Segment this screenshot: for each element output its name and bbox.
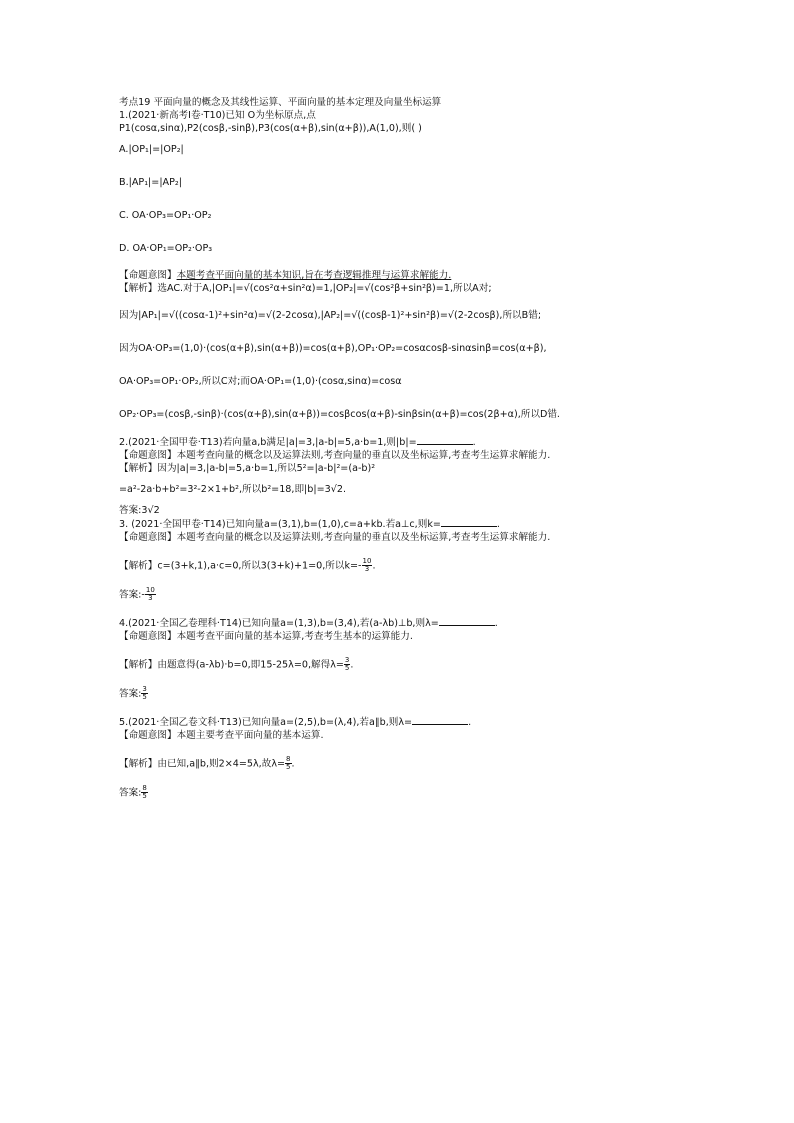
q3-stem-text: 3. (2021·全国甲卷·T14)已知向量a=(3,1),b=(1,0),c=a+kb.若a⊥c,则k= [119,519,441,530]
q2-stem-text: 2.(2021·全国甲卷·T13)若向量a,b满足|a|=3,|a-b|=5,a·b=1,则|b|= [119,437,417,448]
q4-answer [119,686,679,701]
intent-label: 【命题意图】 [119,730,177,741]
q1-analysis-2: 因为|AP₁|=√((cosα-1)²+sin²α)=√(2-2cosα),|AP₂|=√((cosβ-1)²+sin²β)=√(2-2cosβ),所以B错; [119,310,542,321]
analysis-text: 由题意得(a-λb)·b=0,即15-25λ=0,解得λ= [157,659,344,671]
intent-label: 【命题意图】 [119,270,177,281]
answer-fraction: $\frac{8}{5}$ [142,784,147,800]
analysis-text: 选AC.对于A,|OP₁|=√(cos²α+sin²α)=1,|OP₂|=√(cos²β+sin²β)=1,所以A对; [157,283,492,294]
analysis-text: 由已知,a∥b,则2×4=5λ,故λ= [157,758,286,770]
answer-fraction: $\frac{3}{5}$ [142,685,147,701]
q1-option-d: D. OA·OP₁=OP₂·OP₃ [119,243,213,254]
q1-option-b: B.|AP₁|=|AP₂| [119,177,182,188]
q4-answer-blank [439,616,495,626]
analysis-fraction: $\frac{8}{5}$ [286,755,291,771]
section-header: 考点19 平面向量的概念及其线性运算、平面向量的基本定理及向量坐标运算 [119,97,442,108]
answer-label: 答案: [119,787,142,799]
q3-stem: 3. (2021·全国甲卷·T14)已知向量a=(3,1),b=(1,0),c=a+kb.若a⊥c,则k= . [119,519,500,530]
intent-text: 本题主要考查平面向量的基本运算. [176,730,324,741]
q1-analysis-5: OP₂·OP₃=(cosβ,-sinβ)·(cos(α+β),sin(α+β))=cosβcos(α+β)-sinβsin(α+β)=cos(2β+α),所以D错. [119,409,560,420]
q1-option-c: C. OA·OP₃=OP₁·OP₂ [119,210,212,221]
q2-analysis-2: =a²-2a·b+b²=3²-2×1+b²,所以b²=18,即|b|=3√2. [119,484,347,495]
intent-text: 本题考查平面向量的基本知识,旨在考查逻辑推理与运算求解能力. [176,270,452,281]
answer-fraction: $\frac{10}{3}$ [145,586,155,602]
q1-analysis-1 [119,282,679,295]
q5-answer [119,785,679,800]
answer-label: 答案: [119,688,142,700]
q3-answer [119,587,679,602]
q3-answer-blank [441,517,497,527]
intent-label: 【命题意图】 [119,450,177,461]
answer-label: 答案: [119,505,142,516]
q5-analysis: 【解析】由已知,a∥b,则2×4=5λ,故λ= $\frac{8}{5}$ . [119,755,295,771]
analysis-fraction: $\frac{3}{5}$ [344,656,350,672]
q5-stem: 5.(2021·全国乙卷文科·T13)已知向量a=(2,5),b=(λ,4),若a∥b,则λ= . [119,717,472,728]
q1-intent [119,269,679,282]
q5-intent [119,729,679,742]
q1-stem-line1: 1.(2021·新高考Ⅰ卷·T10)已知 O为坐标原点,点 [119,110,316,121]
q4-stem: 4.(2021·全国乙卷理科·T14)已知向量a=(1,3),b=(3,4),若(a-λb)⊥b,则λ= . [119,618,498,629]
analysis-label: 【解析】 [119,659,158,671]
q1-option-a: A.|OP₁|=|OP₂| [119,144,184,155]
document-page [119,96,679,800]
q3-intent [119,531,679,544]
intent-text: 本题考查平面向量的基本运算,考查考生基本的运算能力. [176,631,413,642]
q5-answer-blank [412,715,468,725]
q4-stem-text: 4.(2021·全国乙卷理科·T14)已知向量a=(1,3),b=(3,4),若(a-λb)⊥b,则λ= [119,618,439,629]
q2-stem: 2.(2021·全国甲卷·T13)若向量a,b满足|a|=3,|a-b|=5,a·b=1,则|b|= . [119,437,476,448]
q4-analysis: 【解析】由题意得(a-λb)·b=0,即15-25λ=0,解得λ= $\frac{3}{5}$ . [119,656,354,672]
analysis-fraction: $\frac{10}{3}$ [362,557,372,573]
q1-stem-line2: P1(cosα,sinα),P2(cosβ,-sinβ),P3(cos(α+β),sin(α+β)),A(1,0),则( ) [119,123,422,134]
analysis-text: 因为|a|=3,|a-b|=5,a·b=1,所以5²=|a-b|²=(a-b)² [157,463,376,474]
intent-text: 本题考查向量的概念以及运算法则,考查向量的垂直以及坐标运算,考查考生运算求解能力. [176,532,551,543]
analysis-label: 【解析】 [119,283,158,294]
q2-analysis-1 [119,462,679,475]
q2-intent [119,449,679,462]
analysis-text: c=(3+k,1),a·c=0,所以3(3+k)+1=0,所以k=- [157,560,362,572]
q4-intent [119,630,679,643]
intent-label: 【命题意图】 [119,532,177,543]
q3-analysis: 【解析】c=(3+k,1),a·c=0,所以3(3+k)+1=0,所以k=- $\frac{10}{3}$ . [119,557,376,573]
analysis-label: 【解析】 [119,758,158,770]
q2-answer-blank [417,435,473,445]
intent-text: 本题考查向量的概念以及运算法则,考查向量的垂直以及坐标运算,考查考生运算求解能力. [176,450,551,461]
q1-analysis-4: OA·OP₃=OP₁·OP₂,所以C对;而OA·OP₁=(1,0)·(cosα,sinα)=cosα [119,376,402,387]
q2-answer [119,504,679,517]
q5-stem-text: 5.(2021·全国乙卷文科·T13)已知向量a=(2,5),b=(λ,4),若a∥b,则λ= [119,717,413,728]
analysis-label: 【解析】 [119,560,158,572]
answer-value: 3√2 [141,505,160,516]
answer-label: 答案:- [119,589,145,601]
intent-label: 【命题意图】 [119,631,177,642]
analysis-label: 【解析】 [119,463,158,474]
q1-analysis-3: 因为OA·OP₃=(1,0)·(cos(α+β),sin(α+β))=cos(α+β),OP₁·OP₂=cosαcosβ-sinαsinβ=cos(α+β), [119,343,547,354]
